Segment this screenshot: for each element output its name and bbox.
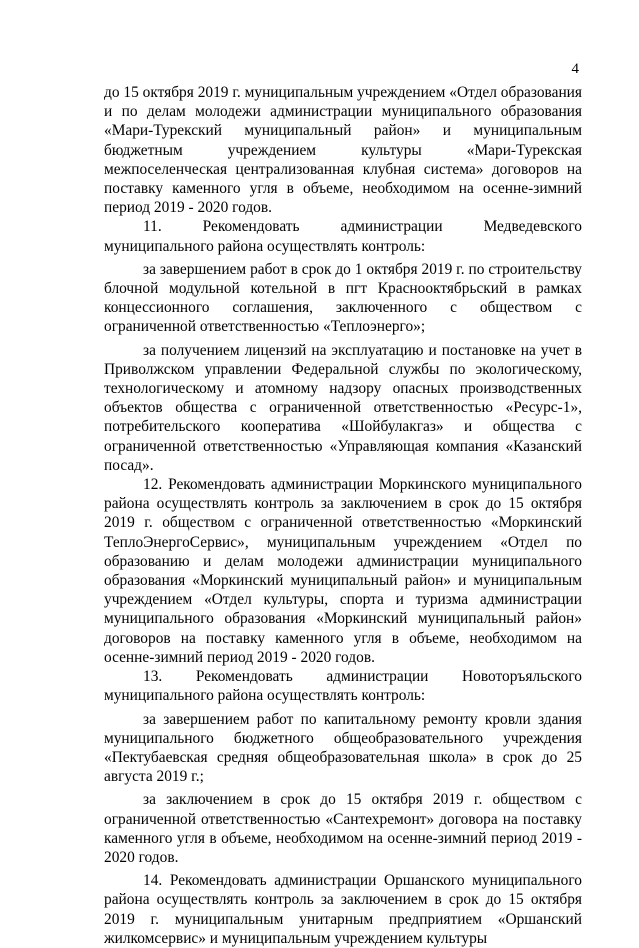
paragraph-5: 12. Рекомендовать администрации Моркинского муниципального района осуществлять контроль за заключением в срок до 15 октября 2019 г. обществом с ограниченной ответственностью «Моркинский ТеплоЭнергоСервис», муниципальным учреждением «Отдел по образованию и делам молодежи администрации муниципального образования «Моркинский муниципальный район» и муниципальным учреждением «Отдел культуры, спорта и туризма администрации муниципального образования «Моркинский муниципальный район» договоров на поставку каменного угля в объеме, необходимом на осенне-зимний период 2019 - 2020 годов. — [104, 476, 582, 666]
paragraph-2: 11. Рекомендовать администрации Медведевского муниципального района осуществлять контроль: — [104, 218, 582, 255]
paragraph-9: 14. Рекомендовать администрации Оршанского муниципального района осуществлять контроль за заключением в срок до 15 октября 2019 г. муниципальным унитарным предприятием «Оршанский жилкомсервис» и муниципальным учреждением культуры — [104, 872, 582, 947]
paragraph-4: за получением лицензий на эксплуатацию и постановке на учет в Приволжском управлении Федеральной службы по экологическому, технологическому и атомному надзору опасных производственных объектов общества с ограниченной ответственностью «Ресурс-1», потребительского кооператива «Шойбулакгаз» и общества с ограниченной ответственностью «Управляющая компания «Казанский посад». — [104, 341, 582, 474]
paragraph-1: до 15 октября 2019 г. муниципальным учреждением «Отдел образования и по делам молодежи администрации муниципального образования «Мари-Турекский муниципальный район» и муниципальным бюджетным учреждением культуры «Мари-Турекская межпоселенческая централизованная клубная система» договоров на поставку каменного угля в объеме, необходимом на осенне-зимний период 2019 - 2020 годов. — [104, 84, 582, 217]
paragraph-7: за завершением работ по капитальному ремонту кровли здания муниципального бюджетного общеобразовательного учреждения «Пектубаевская средняя общеобразовательная школа» в срок до 25 августа 2019 г.; — [104, 710, 582, 786]
page-number: 4 — [571, 61, 579, 77]
paragraph-3: за завершением работ в срок до 1 октября 2019 г. по строительству блочной модульной котельной в пгт Краснооктябрьский в рамках концессионного соглашения, заключенного с обществом с ограниченной ответственностью «Теплоэнерго»; — [104, 260, 582, 336]
document-body — [104, 83, 582, 948]
paragraph-6: 13. Рекомендовать администрации Новоторъяльского муниципального района осуществлять контроль: — [104, 668, 582, 705]
paragraph-8: за заключением в срок до 15 октября 2019 г. обществом с ограниченной ответственностью «Сантехремонт» договора на поставку каменного угля в объеме, необходимом на осенне-зимний период 2019 - 2020 годов. — [104, 791, 582, 866]
